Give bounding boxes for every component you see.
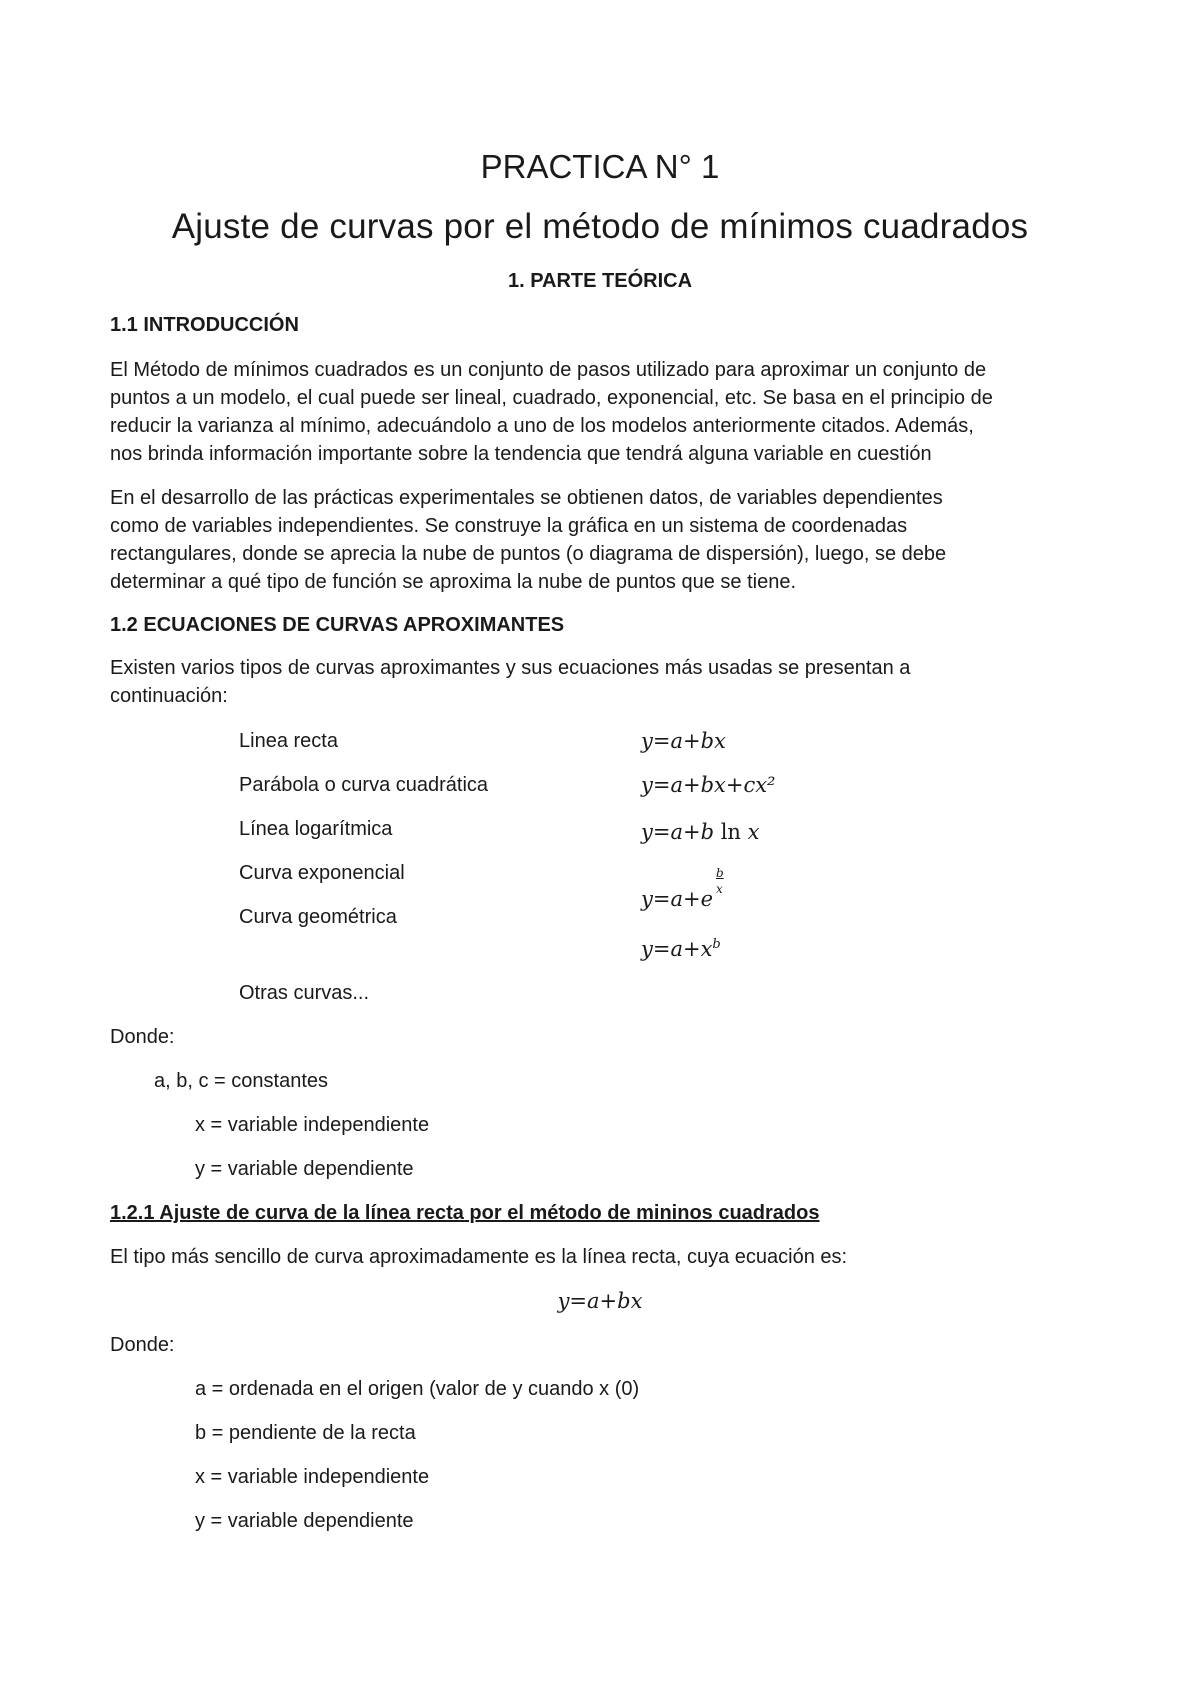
text-line: reducir la varianza al mínimo, adecuándolo a uno de los modelos anteriormente citados. Además, (110, 415, 974, 437)
text-line: El Método de mínimos cuadrados es un conjunto de pasos utilizado para aproximar un conjunto de (110, 359, 987, 381)
text-line: determinar a qué tipo de función se aproxima la nube de puntos que se tiene. (110, 571, 797, 593)
curve-label-geo: Curva geométrica (239, 906, 397, 928)
equation-log-ln: ln (720, 820, 741, 844)
linear-def-y: y = variable dependiente (195, 1510, 414, 1532)
linear-def-a: a = ordenada en el origen (valor de y cuando x (0) (195, 1378, 640, 1400)
page-subtitle: Ajuste de curvas por el método de mínimos cuadrados (171, 207, 1029, 246)
definition-constants: a, b, c = constantes (154, 1070, 328, 1092)
definition-x: x = variable independiente (195, 1114, 430, 1136)
text-line: nos brinda información importante sobre la tendencia que tendrá alguna variable en cuestión (110, 443, 932, 465)
curve-label-exp: Curva exponencial (239, 862, 405, 884)
equation-log-part-a: y=a+b (641, 820, 715, 844)
curve-label-log: Línea logarítmica (239, 818, 393, 840)
curves-intro (110, 654, 1110, 710)
equation-log (641, 820, 760, 844)
equation-log-var: x (747, 820, 760, 844)
equation-exp-denominator: x (716, 882, 723, 896)
equation-geometric-exponent: b (712, 937, 721, 952)
text-line: En el desarrollo de las prácticas experimentales se obtienen datos, de variables dependientes (110, 487, 943, 509)
text-line: rectangulares, donde se aprecia la nube de puntos (o diagrama de dispersión), luego, se debe (110, 543, 947, 565)
text-line: continuación: (110, 685, 228, 707)
linear-equation: y=a+bx (557, 1289, 643, 1313)
donde-label: Donde: (110, 1026, 175, 1048)
text-line: puntos a un modelo, el cual puede ser lineal, cuadrado, exponencial, etc. Se basa en el principio de (110, 387, 993, 409)
linear-donde: Donde: (110, 1334, 175, 1356)
part-heading: 1. PARTE TEÓRICA (507, 270, 693, 292)
text-line: Existen varios tipos de curvas aproximantes y sus ecuaciones más usadas se presentan a (110, 657, 911, 679)
curve-label-other: Otras curvas... (239, 982, 370, 1004)
curve-label-line: Linea recta (239, 730, 338, 752)
definition-y: y = variable dependiente (195, 1158, 414, 1180)
equation-parabola: y=a+bx+cx² (641, 773, 776, 797)
text-line: como de variables independientes. Se construye la gráfica en un sistema de coordenadas (110, 515, 908, 537)
linear-def-b: b = pendiente de la recta (195, 1422, 416, 1444)
linear-def-x: x = variable independiente (195, 1466, 430, 1488)
page-title: PRACTICA N° 1 (480, 148, 720, 185)
intro-paragraph-2 (110, 484, 1110, 596)
equation-exp: y=a+e (641, 887, 714, 911)
linear-text: El tipo más sencillo de curva aproximadamente es la línea recta, cuya ecuación es: (110, 1246, 848, 1268)
equation-line: y=a+bx (641, 729, 726, 753)
intro-heading: 1.1 INTRODUCCIÓN (110, 314, 299, 336)
linear-heading: 1.2.1 Ajuste de curva de la línea recta por el método de mininos cuadrados (110, 1202, 820, 1224)
equation-geometric-base: y=a+x (641, 937, 713, 961)
curves-heading: 1.2 ECUACIONES DE CURVAS APROXIMANTES (110, 614, 565, 636)
equation-geometric (641, 937, 721, 961)
equation-exp-numerator: b (716, 866, 724, 880)
curve-label-parabola: Parábola o curva cuadrática (239, 774, 489, 796)
intro-paragraph-1 (110, 356, 1110, 468)
